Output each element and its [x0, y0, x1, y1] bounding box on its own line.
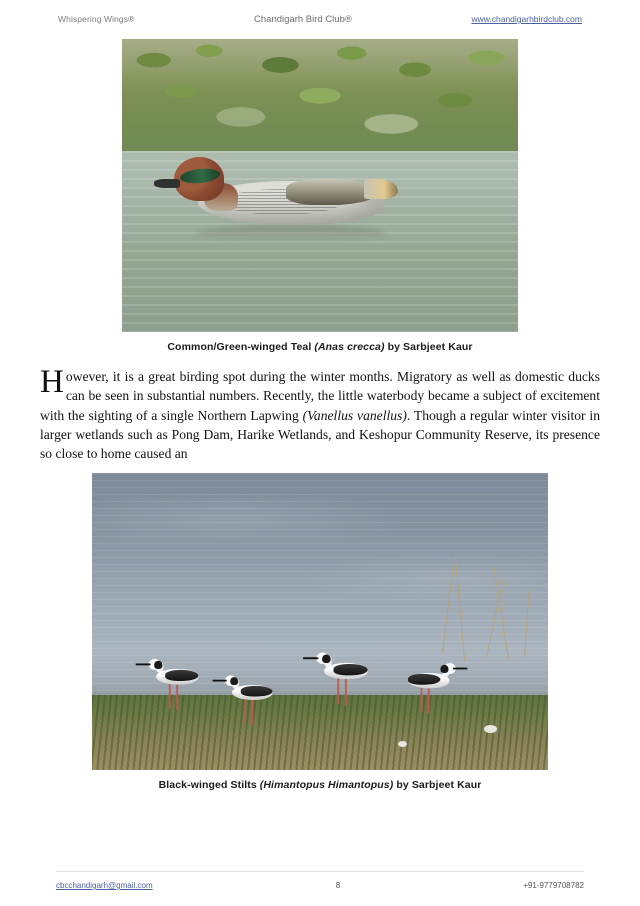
figure-caption-stilts: [92, 779, 548, 791]
caption-common-name: Common/Green-winged Teal: [167, 341, 315, 353]
caption-common-name: Black-winged Stilts: [158, 779, 260, 792]
header-organisation-name: Chandigarh Bird Club®: [254, 14, 352, 25]
header-publication-name: Whispering Wings®: [58, 14, 135, 24]
caption-scientific-name: (Himantopus Himantopus): [259, 779, 394, 792]
stilts-photo: [92, 473, 548, 770]
teal-reflection: [196, 225, 386, 241]
teal-bill: [154, 179, 180, 188]
bank-stone-1: [484, 725, 497, 733]
caption-scientific-name: (Anas crecca): [314, 341, 385, 353]
page-header: [40, 0, 600, 25]
page-footer: [0, 881, 640, 890]
teal-photo: [122, 39, 518, 332]
reed-cluster: [412, 557, 532, 677]
teal-bird-illustration: [168, 157, 398, 231]
caption-credit: by Sarbjeet Kaur: [393, 779, 482, 792]
figure-caption-teal: [122, 341, 518, 353]
footer-divider: [56, 871, 584, 872]
header-website-link[interactable]: www.chandigarhbirdclub.com: [471, 14, 582, 24]
paragraph-text-part2: . Though a regular winter visitor in larger wetlands such as Pong Dam, Harike Wetlands, and Keshopur Community Reserve, its presence so close to home caused an: [40, 407, 600, 462]
footer-phone-number: +91-9779708782: [523, 881, 584, 890]
article-paragraph: [40, 364, 600, 463]
teal-tail: [364, 179, 398, 199]
footer-email-link[interactable]: cbcchandigarh@gmail.com: [56, 881, 153, 890]
paragraph-scientific-name: (Vanellus vanellus): [302, 407, 407, 423]
figure-teal: [122, 39, 518, 353]
bank-stone-2: [398, 741, 407, 747]
figure-stilts: [92, 473, 548, 791]
paragraph-dropcap: H: [40, 364, 64, 400]
footer-page-number: 8: [335, 881, 341, 890]
caption-credit: by Sarbjeet Kaur: [384, 341, 473, 353]
paragraph-text-part1: owever, it is a great birding spot during the winter months. Migratory as well as domestic ducks can be seen in substantial numbers. Recently, the little waterbody became a subject of excitement with the sighting of a single Northern Lapwing: [40, 369, 600, 423]
